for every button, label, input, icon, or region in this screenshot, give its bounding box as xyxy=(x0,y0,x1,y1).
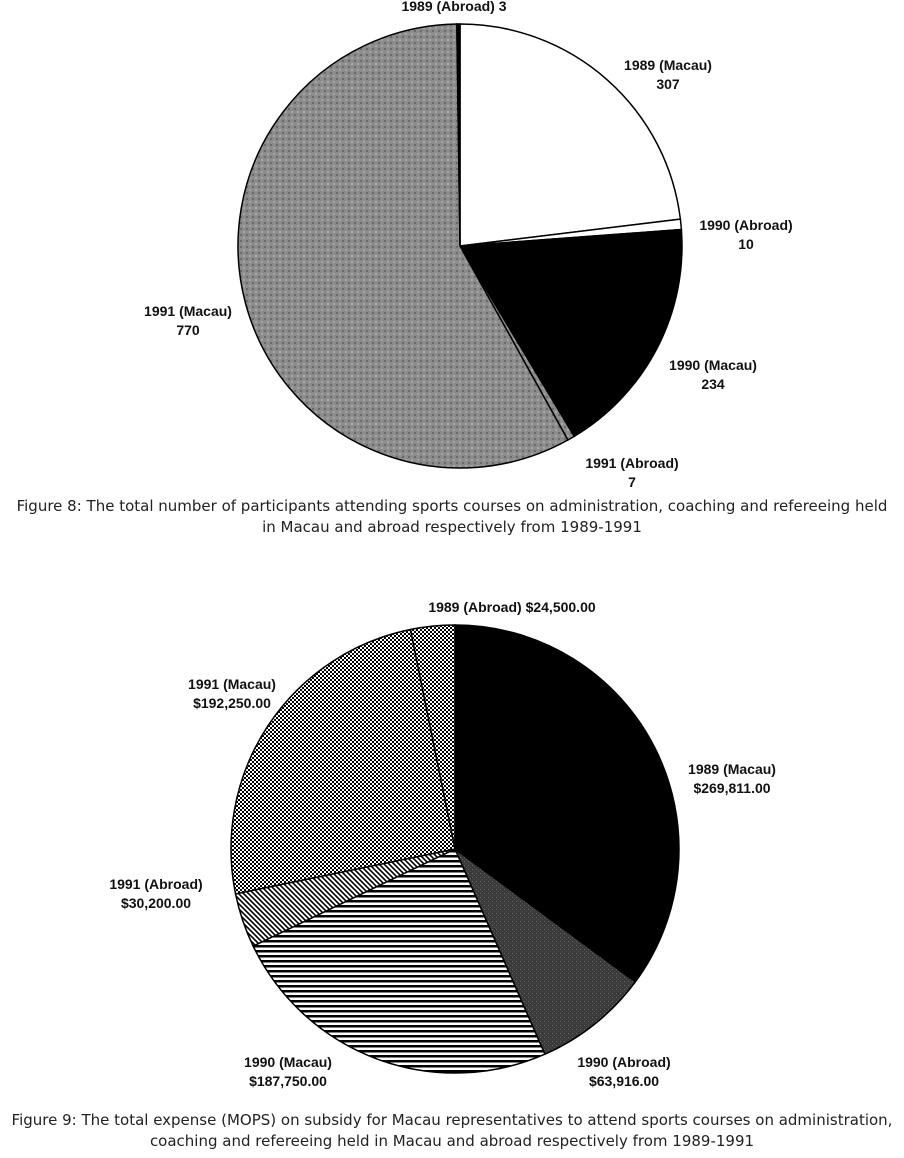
fig9-label-1989-macau: 1989 (Macau) xyxy=(688,761,776,777)
fig8-label-1990-abroad: 1990 (Abroad) xyxy=(699,217,793,233)
figure-8-caption: Figure 8: The total number of participants attending sports courses on administration, coaching and refereeing held in Macau and abroad respectively from 1989-1991 xyxy=(16,497,888,536)
fig9-label-1991-macau: 1991 (Macau) xyxy=(188,676,276,692)
fig9-label-1990-abroad: 1990 (Abroad) xyxy=(577,1054,671,1070)
fig8-label-1991-abroad: 1991 (Abroad) xyxy=(585,455,679,471)
fig8-value-1989-abroad: 3 xyxy=(498,0,507,14)
fig9-value-1991-macau: $192,250.00 xyxy=(193,695,271,711)
fig9-label-1991-abroad: 1991 (Abroad) xyxy=(109,876,203,892)
fig8-label-1991-macau: 1991 (Macau) xyxy=(144,303,232,319)
fig9-label-1990-macau: 1990 (Macau) xyxy=(244,1054,332,1070)
fig8-value-1991-abroad: 7 xyxy=(628,474,636,490)
fig9-label-1989-abroad xyxy=(428,599,596,615)
fig9-label-1989-abroad-name: 1989 (Abroad) xyxy=(428,599,526,615)
fig8-value-1989-macau: 307 xyxy=(656,76,680,92)
fig9-value-1989-abroad: $24,500.00 xyxy=(525,599,596,615)
fig8-value-1990-macau: 234 xyxy=(701,376,725,392)
fig8-label-1989-abroad-name: 1989 (Abroad) xyxy=(401,0,499,14)
figure-9-pie-chart xyxy=(0,585,904,1105)
fig9-value-1989-macau: $269,811.00 xyxy=(693,780,771,796)
fig8-label-1989-abroad xyxy=(401,0,506,14)
fig8-value-1991-macau: 770 xyxy=(176,322,200,338)
fig8-value-1990-abroad: 10 xyxy=(738,236,754,252)
figure-8-pie-chart xyxy=(0,0,904,492)
fig8-label-1990-macau: 1990 (Macau) xyxy=(669,357,757,373)
fig8-label-1989-macau: 1989 (Macau) xyxy=(624,57,712,73)
figure-9-caption: Figure 9: The total expense (MOPS) on subsidy for Macau representatives to attend sports courses on administration, coaching and refereeing held in Macau and abroad respectively from 1989-1991 xyxy=(11,1111,893,1150)
fig9-value-1991-abroad: $30,200.00 xyxy=(120,895,192,911)
fig9-value-1990-macau: $187,750.00 xyxy=(249,1073,327,1089)
fig9-value-1990-abroad: $63,916.00 xyxy=(588,1073,660,1089)
